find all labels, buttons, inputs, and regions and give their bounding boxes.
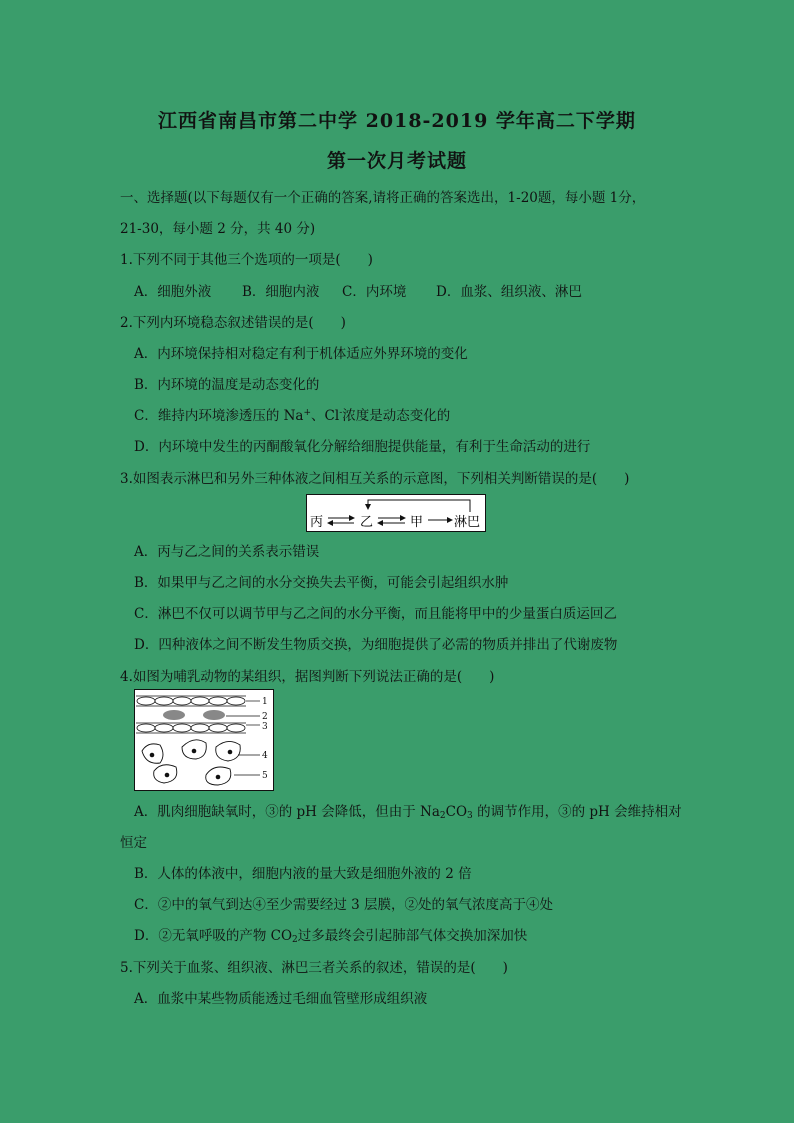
exam-title-line-2: 第一次月考试题 [326, 150, 467, 172]
q2-option-c-sup2: - [339, 408, 343, 418]
q5-option-a: A．血浆中某些物质能透过毛细血管壁形成组织液 [134, 991, 428, 1007]
q4-tissue-diagram [134, 689, 274, 791]
q3-option-c: C．淋巴不仅可以调节甲与乙之间的水分平衡，而且能将甲中的少量蛋白质运回乙 [134, 606, 617, 622]
section-instructions-line-2: 21-30，每小题 2 分，共 40 分) [120, 221, 316, 237]
q2-option-c [134, 404, 450, 424]
q2-option-d: D．内环境中发生的丙酮酸氧化分解给细胞提供能量，有利于生命活动的进行 [134, 439, 591, 455]
q4-option-a-part3: 的调节作用，③的 pH 会维持相对 [472, 804, 682, 820]
q4-option-d-part1: D．②无氧呼吸的产物 CO [134, 928, 293, 944]
exam-title-line-1: 江西省南昌市第二中学 2018-2019 学年高二下学期 [158, 110, 636, 132]
q3-stem: 3.如图表示淋巴和另外三种体液之间相互关系的示意图，下列相关判断错误的是( ) [120, 471, 630, 487]
q4-option-c: C．②中的氧气到达④至少需要经过 3 层膜，②处的氧气浓度高于④处 [134, 897, 554, 913]
q1-stem: 1.下列不同于其他三个选项的一项是( ) [120, 252, 373, 268]
section-instructions-line-1: 一、选择题(以下每题仅有一个正确的答案,请将正确的答案选出，1-20题，每小题 1分， [120, 190, 646, 206]
q3-diagram-label-linba: 淋巴 [454, 515, 481, 530]
q1-option-a: A．细胞外液 [134, 284, 212, 300]
q2-option-c-part3: 浓度是动态变化的 [342, 408, 451, 424]
q3-option-b: B．如果甲与乙之间的水分交换失去平衡，可能会引起组织水肿 [134, 575, 509, 591]
q3-diagram-label-jia: 甲 [410, 515, 424, 530]
q2-option-c-sup1: + [303, 408, 312, 418]
q1-options [134, 280, 582, 300]
q2-option-c-part1: C．维持内环境渗透压的 Na [134, 408, 304, 424]
q4-option-d-part2: 过多最终会引起肺部气体交换加深加快 [297, 928, 528, 944]
q4-stem: 4.如图为哺乳动物的某组织，据图判断下列说法正确的是( ) [120, 669, 495, 685]
q1-option-b: B．细胞内液 [242, 284, 320, 300]
q4-option-a-sub2: 3 [467, 811, 473, 821]
q3-option-d: D．四种液体之间不断发生物质交换，为细胞提供了必需的物质并排出了代谢废物 [134, 637, 618, 653]
q4-label-4: 4 [262, 751, 268, 761]
q4-option-a-part1: A．肌肉细胞缺氧时，③的 pH 会降低，但由于 Na [134, 804, 440, 820]
q1-option-c: C．内环境 [342, 284, 407, 300]
q4-label-1: 1 [262, 697, 268, 707]
q5-stem: 5.下列关于血浆、组织液、淋巴三者关系的叙述，错误的是( ) [120, 960, 508, 976]
q2-option-c-part2: 、Cl [311, 408, 340, 424]
q2-stem: 2.下列内环境稳态叙述错误的是( ) [120, 315, 346, 331]
q4-label-3: 3 [262, 722, 268, 732]
q4-option-a-line-1 [134, 800, 682, 821]
q3-option-a: A．丙与乙之间的关系表示错误 [134, 544, 320, 560]
q4-option-a-part2: CO [445, 804, 468, 820]
q3-fluid-diagram [306, 494, 486, 532]
q1-option-d: D．血浆、组织液、淋巴 [436, 284, 582, 300]
q3-diagram-label-yi: 乙 [360, 515, 374, 530]
q4-option-d [134, 924, 527, 945]
q2-option-b: B．内环境的温度是动态变化的 [134, 377, 320, 393]
q4-option-a-line-2: 恒定 [120, 835, 147, 851]
q3-diagram-label-bing: 丙 [310, 515, 324, 530]
q4-label-5: 5 [262, 771, 268, 781]
q2-option-a: A．内环境保持相对稳定有利于机体适应外界环境的变化 [134, 346, 468, 362]
q4-label-2: 2 [262, 712, 268, 722]
q4-option-d-sub: 2 [292, 935, 298, 945]
q4-option-a-sub1: 2 [439, 811, 446, 821]
q4-option-b: B．人体的体液中，细胞内液的量大致是细胞外液的 2 倍 [134, 866, 472, 882]
